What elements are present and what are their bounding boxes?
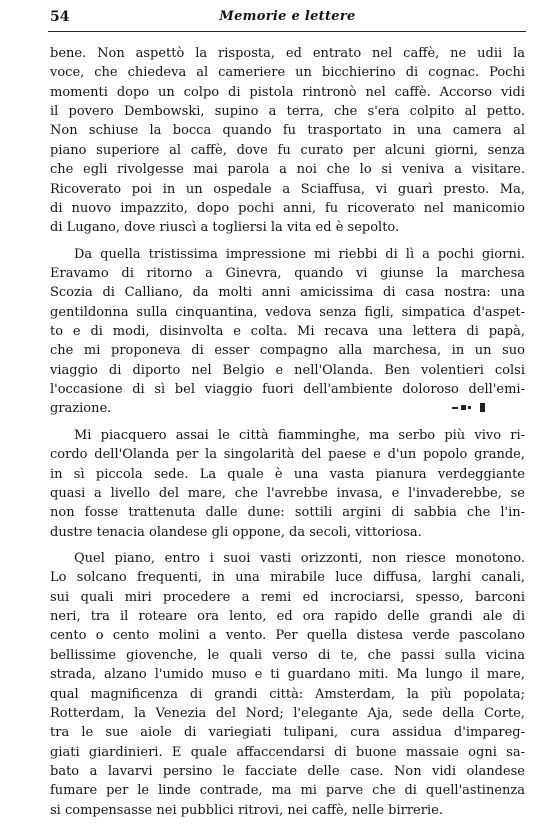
text-line: il povero Dembowski, supino a terra, che s'era colpito al petto.	[50, 104, 525, 120]
text-line: cordo dell'Olanda per la singolarità del paese e d'un popolo grande,	[50, 447, 525, 463]
text-line: tra le sue aiole di variegiati tulipani, cura assidua d'impareg-	[50, 725, 525, 741]
text-line: voce, che chiedeva al cameriere un bicchierino di cognac. Pochi	[50, 65, 525, 81]
text-line: Ricoverato poi in un ospedale a Sciaffusa, vi guarì presto. Ma,	[50, 181, 525, 197]
text-line: Scozia di Calliano, da molti anni amicissima di casa nostra: una	[50, 285, 525, 301]
text-line: Eravamo di ritorno a Ginevra, quando vi giunse la marchesa	[50, 265, 525, 281]
text-line: momenti dopo un colpo di pistola rintronò nel caffè. Accorso vidi	[50, 84, 525, 100]
header-rule	[48, 31, 526, 32]
ink-smudge-mark	[452, 403, 488, 413]
paragraph-gap	[50, 542, 525, 549]
text-line: Non schiuse la bocca quando fu trasportato in una camera al	[50, 123, 525, 139]
text-line: di nuovo impazzito, dopo pochi anni, fu ricoverato nel manicomio	[50, 200, 525, 216]
text-line: l'occasione di sì bel viaggio fuori dell'ambiente doloroso dell'emi-	[50, 382, 525, 398]
paragraph-gap	[50, 238, 525, 245]
text-line: in sì piccola sede. La quale è una vasta pianura verdeggiante	[50, 466, 525, 482]
paragraph	[50, 245, 525, 419]
text-line: to e di modi, disinvolta e colta. Mi recava una lettera di papà,	[50, 324, 525, 340]
text-line: non fosse trattenuta dalle dune: sottili argini di sabbia che l'in-	[50, 505, 525, 521]
text-line: Lo solcano frequenti, in una mirabile luce diffusa, larghi canali,	[50, 570, 525, 586]
text-line: bene. Non aspettò la risposta, ed entrato nel caffè, ne udii la	[50, 46, 525, 61]
text-line: dustre tenacia olandese gli oppone, da secoli, vittoriosa.	[50, 524, 422, 540]
text-line: cento o cento molini a vento. Per quella distesa verde pascolano	[50, 628, 525, 644]
text-line: neri, tra il roteare ora lento, ed ora rapido delle grandi ale di	[50, 609, 525, 625]
paragraph	[50, 426, 525, 542]
text-line: viaggio di diporto nel Belgio e nell'Olanda. Ben volentieri colsi	[50, 362, 525, 378]
text-line: che egli rivolgesse mai parola a noi che lo si veniva a visitare.	[50, 162, 525, 178]
text-line: grazione.	[50, 401, 112, 417]
text-line: Quel piano, entro i suoi vasti orizzonti, non riesce monotono.	[74, 550, 525, 566]
text-line: Mi piacquero assai le città fiamminghe, ma serbo più vivo ri-	[74, 427, 525, 443]
text-line: qual magnificenza di grandi città: Amsterdam, la più popolata;	[50, 686, 525, 702]
text-line: quasi a livello del mare, che l'avrebbe invasa, e l'invaderebbe, se	[50, 485, 525, 501]
running-title: Memorie e lettere	[219, 9, 356, 24]
text-line: Rotterdam, la Venezia del Nord; l'elegante Aja, sede della Corte,	[50, 705, 525, 721]
body-text	[50, 44, 525, 820]
text-line: si compensasse nei pubblici ritrovi, nei caffè, nelle birrerie.	[50, 802, 443, 818]
text-line: giati giardinieri. E quale affaccendarsi di buone massaie ogni sa-	[50, 744, 525, 760]
text-line: bellissime giovenche, le quali verso di te, che passi sulla vicina	[50, 647, 525, 663]
page-number: 54	[50, 9, 70, 25]
text-line: sui quali miri procedere a remi ed incrociarsi, spesso, barconi	[50, 589, 525, 605]
paragraph	[50, 44, 525, 238]
text-line: strada, alzano l'umido muso e ti guardano miti. Ma lungo il mare,	[50, 667, 525, 683]
page-header	[50, 6, 525, 30]
text-line: fumare per le linde contrade, ma mi parve che di quell'astinenza	[50, 783, 525, 799]
paragraph	[50, 549, 525, 820]
paragraph-gap	[50, 419, 525, 426]
text-line: piano superiore al caffè, dove fu curato per alcuni giorni, senza	[50, 142, 525, 158]
text-line: Da quella tristissima impressione mi riebbi di lì a pochi giorni.	[74, 246, 525, 262]
text-line: che mi proponeva di esser compagno alla marchesa, in un suo	[50, 343, 525, 359]
text-line: di Lugano, dove riuscì a togliersi la vita ed è sepolto.	[50, 220, 400, 236]
text-line: bato a lavarvi persino le facciate delle case. Non vidi olandese	[50, 763, 525, 779]
text-line: gentildonna sulla cinquantina, vedova senza figli, simpatica d'aspet-	[50, 304, 525, 320]
